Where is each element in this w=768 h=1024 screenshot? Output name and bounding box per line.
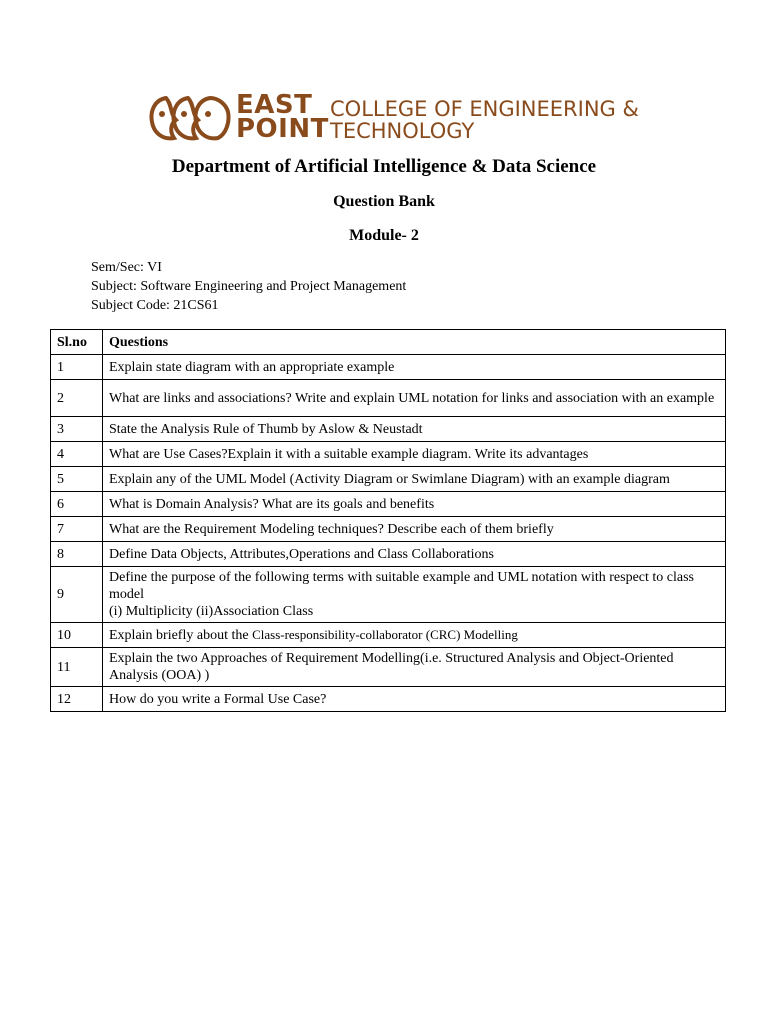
- row-slno: 5: [51, 467, 103, 492]
- table-row: [51, 467, 726, 492]
- row-slno: 12: [51, 687, 103, 712]
- header-questions: Questions: [103, 330, 726, 355]
- subject-code: Subject Code: 21CS61: [91, 298, 219, 313]
- row-question-text: Define the purpose of the following terms with suitable example and UML notation with respect to class model: [109, 570, 695, 602]
- table-row: [51, 355, 726, 380]
- table-row: [51, 567, 726, 623]
- logo-text-east: EAST: [236, 90, 313, 120]
- row-slno: 10: [51, 623, 103, 648]
- row-slno: 3: [51, 417, 103, 442]
- table-row: [51, 380, 726, 417]
- row-slno: 7: [51, 517, 103, 542]
- table-header-row: [51, 330, 726, 355]
- table-row: [51, 417, 726, 442]
- row-question: What is Domain Analysis? What are its goals and benefits: [103, 492, 726, 517]
- module-title: Module- 2: [349, 227, 419, 244]
- row-question: [103, 567, 726, 623]
- table-row: [51, 517, 726, 542]
- row-slno: 8: [51, 542, 103, 567]
- sem-sec: Sem/Sec: VI: [91, 260, 162, 275]
- row-question: What are the Requirement Modeling techniques? Describe each of them briefly: [103, 517, 726, 542]
- row-slno: 6: [51, 492, 103, 517]
- header-slno: Sl.no: [51, 330, 103, 355]
- logo-text-college: COLLEGE OF ENGINEERING &: [330, 97, 639, 121]
- row-question-text: Explain briefly about the: [109, 628, 253, 643]
- row-question: Explain any of the UML Model (Activity Diagram or Swimlane Diagram) with an example diagram: [103, 467, 726, 492]
- row-question: How do you write a Formal Use Case?: [103, 687, 726, 712]
- row-question-term: Class-responsibility-collaborator (CRC) Modelling: [252, 627, 518, 642]
- table-row: [51, 623, 726, 648]
- row-slno: 1: [51, 355, 103, 380]
- row-slno: 4: [51, 442, 103, 467]
- row-question: [103, 623, 726, 648]
- row-question: Define Data Objects, Attributes,Operations and Class Collaborations: [103, 542, 726, 567]
- row-question: What are links and associations? Write and explain UML notation for links and association with an example: [103, 380, 726, 417]
- logo-text-technology: TECHNOLOGY: [330, 119, 475, 143]
- row-slno: 2: [51, 380, 103, 417]
- logo-text-point: POINT: [236, 114, 329, 144]
- course-meta: [91, 258, 406, 315]
- table-row: [51, 687, 726, 712]
- row-question: Explain the two Approaches of Requirement Modelling(i.e. Structured Analysis and Object-Oriented Analysis (OOA) ): [103, 648, 726, 687]
- row-question: What are Use Cases?Explain it with a suitable example diagram. Write its advantages: [103, 442, 726, 467]
- question-table: [50, 329, 726, 712]
- row-slno: 9: [51, 567, 103, 623]
- college-logo: [148, 90, 639, 144]
- east-point-logo-icon: [148, 92, 232, 144]
- row-question: State the Analysis Rule of Thumb by Aslow & Neustadt: [103, 417, 726, 442]
- table-row: [51, 648, 726, 687]
- document-title: Question Bank: [333, 193, 435, 210]
- table-row: [51, 492, 726, 517]
- department-title: Department of Artificial Intelligence & Data Science: [171, 156, 597, 177]
- row-question: Explain state diagram with an appropriate example: [103, 355, 726, 380]
- subject: Subject: Software Engineering and Project Management: [91, 279, 407, 294]
- table-row: [51, 442, 726, 467]
- row-slno: 11: [51, 648, 103, 687]
- table-row: [51, 542, 726, 567]
- row-question-subterms: (i) Multiplicity (ii)Association Class: [109, 604, 314, 619]
